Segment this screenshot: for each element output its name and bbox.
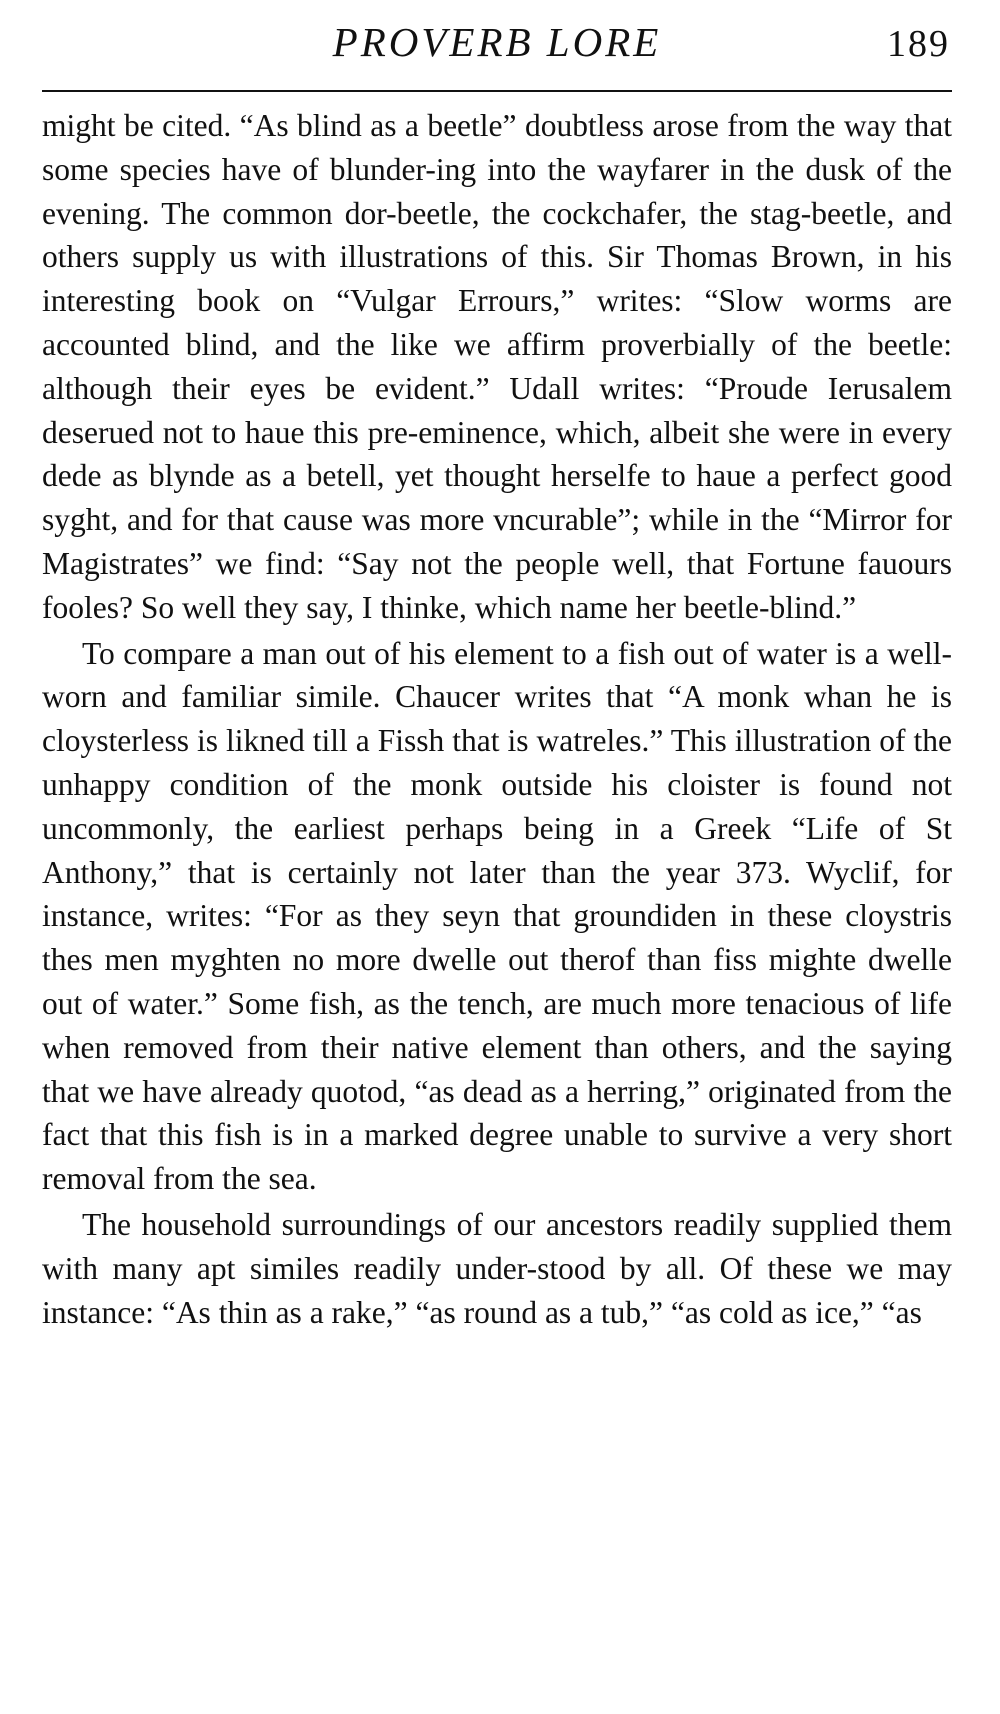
- running-title: PROVERB LORE: [332, 19, 662, 65]
- paragraph-continued: might be cited. “As blind as a beetle” doubtless arose from the way that some species have of blunder-ing into the wayfarer in the dusk of the evening. The common dor-beetle, the cockchafer, the stag-beetle, and others supply us with illustrations of this. Sir Thomas Brown, in his interesting book on “Vulgar Errours,” writes: “Slow worms are accounted blind, and the like we affirm proverbially of the beetle: although their eyes be evident.” Udall writes: “Proude Ierusalem deserued not to haue this pre-eminence, which, albeit she were in every dede as blynde as a betell, yet thought herselfe to haue a perfect good syght, and for that cause was more vncurable”; while in the “Mirror for Magistrates” we find: “Say not the people well, that Fortune fauours fooles? So well they say, I thinke, which name her beetle-blind.”: [42, 108, 952, 625]
- header-rule: [42, 90, 952, 92]
- book-page: [42, 14, 952, 1334]
- page-number: 189: [887, 23, 950, 65]
- running-head: [42, 14, 952, 74]
- paragraph-fish-out-of-water: To compare a man out of his element to a fish out of water is a well-worn and familiar simile. Chaucer writes that “A monk whan he is cloysterless is likned till a Fissh that is watreles.” This illustration of the unhappy condition of the monk outside his cloister is found not uncommonly, the earliest perhaps being in a Greek “Life of St Anthony,” that is certainly not later than the year 373. Wyclif, for instance, writes: “For as they seyn that groundiden in these cloystris thes men myghten no more dwelle out therof than fiss mighte dwelle out of water.” Some fish, as the tench, are much more tenacious of life when removed from their native element than others, and the saying that we have already quotod, “as dead as a herring,” originated from the fact that this fish is in a marked degree unable to survive a very short removal from the sea.: [42, 635, 952, 1197]
- body-text: [42, 104, 952, 1334]
- paragraph-household-similes: The household surroundings of our ancestors readily supplied them with many apt similes readily under-stood by all. Of these we may instance: “As thin as a rake,” “as round as a tub,” “as cold as ice,” “as: [42, 1206, 952, 1330]
